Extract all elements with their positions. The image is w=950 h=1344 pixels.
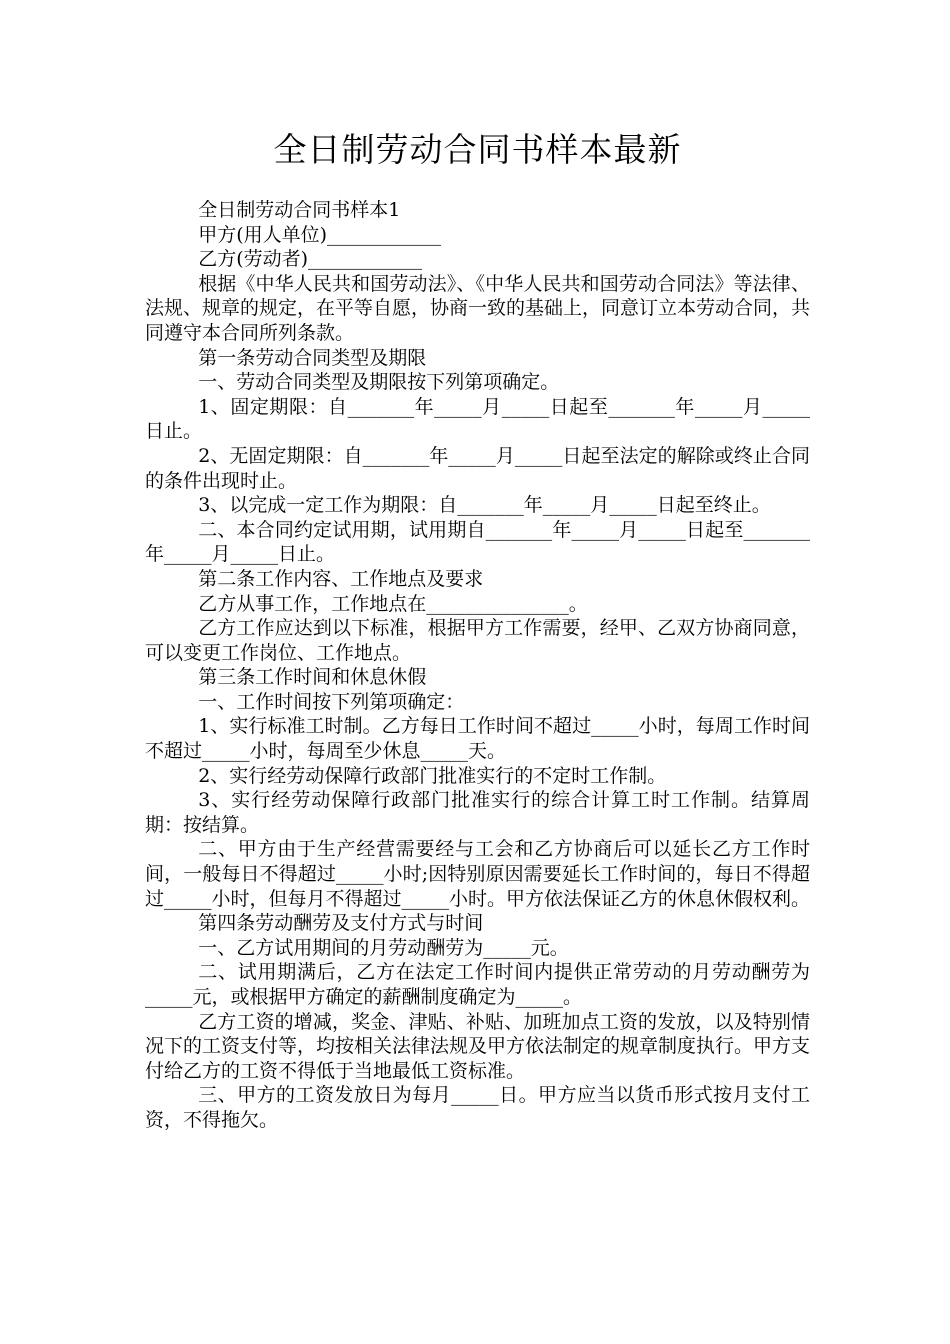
- paragraph-party-a: 甲方(用人单位)____________: [198, 223, 442, 246]
- paragraph-preamble: 根据《中华人民共和国劳动法》、《中华人民共和国劳动合同法》等法律、法规、规章的规定，在平等自愿，协商一致的基础上，同意订立本劳动合同，共同遵守本合同所列条款。: [145, 272, 811, 344]
- paragraph: 1、固定期限：自_______年_____月_____日起至_______年_____月_____日止。: [145, 395, 810, 443]
- paragraph: 三、甲方的工资发放日为每月_____日。甲方应当以货币形式按月支付工资，不得拖欠。: [145, 1084, 810, 1131]
- paragraph-contract-heading: 全日制劳动合同书样本1: [198, 199, 401, 221]
- paragraph: 乙方工资的增减，奖金、津贴、补贴、加班加点工资的发放，以及特别情况下的工资支付等，均按相关法律法规及甲方依法制定的规章制度执行。甲方支付给乙方的工资不得低于当地最低工资标准。: [145, 1010, 811, 1082]
- paragraph: 1、实行标准工时制。乙方每日工作时间不超过_____小时，每周工作时间不超过_____小时，每周至少休息_____天。: [145, 715, 810, 763]
- document-title: 全日制劳动合同书样本最新: [273, 130, 682, 169]
- paragraph: 乙方从事工作，工作地点在_______________。: [198, 592, 588, 615]
- paragraph-party-b: 乙方(劳动者)____________: [198, 248, 423, 271]
- paragraph: 二、甲方由于生产经营需要经与工会和乙方协商后可以延长乙方工作时间，一般每日不得超过_____小时;因特别原因需要延长工作时间的，每日不得超过_____小时，但每月不得超过_____小时。甲方依法保证乙方的休息休假权利。: [145, 838, 811, 910]
- document-body: [145, 198, 810, 1133]
- article-2-heading: 第二条工作内容、工作地点及要求: [198, 567, 484, 590]
- paragraph: 一、工作时间按下列第项确定：: [198, 690, 465, 713]
- paragraph: 2、实行经劳动保障行政部门批准实行的不定时工作制。: [198, 764, 667, 787]
- paragraph: 二、试用期满后，乙方在法定工作时间内提供正常劳动的月劳动酬劳为_____元，或根据甲方确定的薪酬制度确定为_____。: [145, 961, 810, 1008]
- article-3-heading: 第三条工作时间和休息休假: [198, 666, 427, 689]
- paragraph: 一、乙方试用期间的月劳动酬劳为_____元。: [198, 936, 569, 959]
- paragraph: 乙方工作应达到以下标准，根据甲方工作需要，经甲、乙双方协商同意，可以变更工作岗位、工作地点。: [145, 617, 810, 664]
- paragraph: 3、以完成一定工作为期限：自_______年_____月_____日起至终止。: [198, 494, 771, 517]
- paragraph: 一、劳动合同类型及期限按下列第项确定。: [198, 371, 560, 394]
- paragraph: 2、无固定期限：自_______年_____月_____日起至法定的解除或终止合同的条件出现时止。: [145, 444, 810, 492]
- article-4-heading: 第四条劳动酬劳及支付方式与时间: [198, 912, 484, 935]
- paragraph: 3、实行经劳动保障行政部门批准实行的综合计算工时工作制。结算周期：按结算。: [145, 789, 810, 836]
- article-1-heading: 第一条劳动合同类型及期限: [198, 346, 427, 369]
- paragraph: 二、本合同约定试用期，试用期自_______年_____月_____日起至_______年_____月_____日止。: [145, 518, 810, 566]
